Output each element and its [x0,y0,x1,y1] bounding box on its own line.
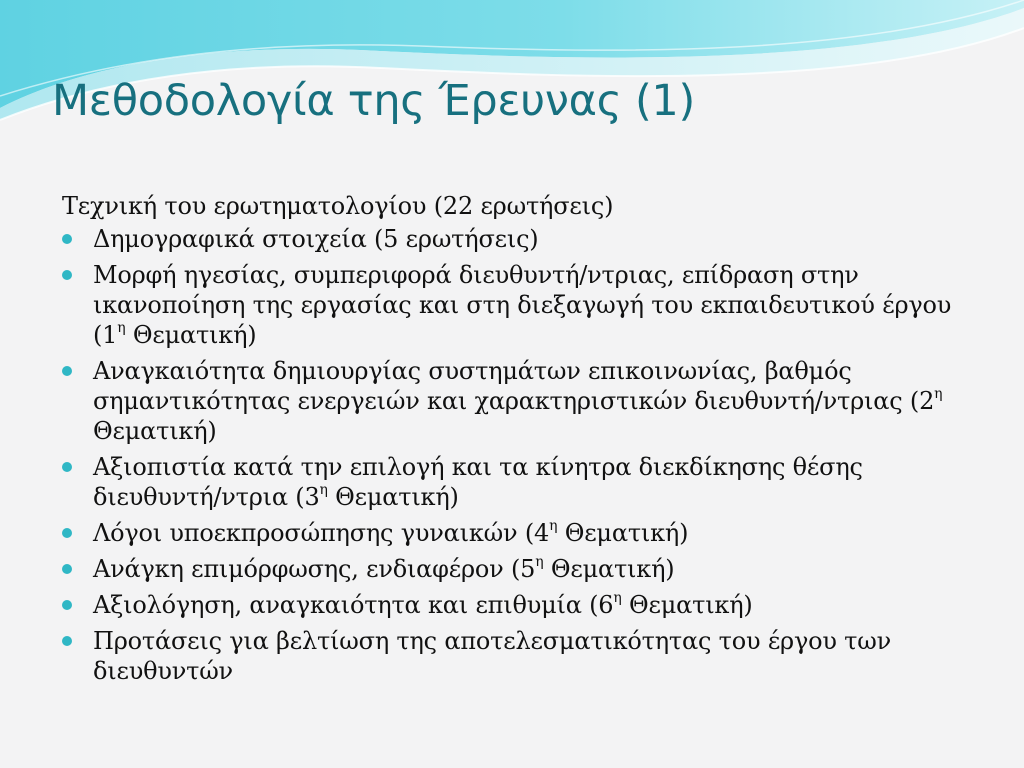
bullet-dot-icon [62,462,72,472]
bullet-item: Αξιοπιστία κατά την επιλογή και τα κίνητρα διεκδίκησης θέσης διευθυντή/ντρια ($3^\eta$ Θεματική) [62,452,962,512]
bullet-item: Μορφή ηγεσίας, συμπεριφορά διευθυντή/ντριας, επίδραση στην ικανοποίηση της εργασίας και στη διεξαγωγή του εκπαιδευτικού έργου ($1^\eta$ Θεματική) [62,260,962,350]
slide-title: Μεθοδολογία της Έρευνας (1) [52,76,695,126]
bullet-list [62,224,962,686]
bullet-dot-icon [62,528,72,538]
bullet-dot-icon [62,366,72,376]
bullet-dot-icon [62,234,72,244]
bullet-dot-icon [62,270,72,280]
intro-text: Τεχνική του ερωτηματολογίου (22 ερωτήσεις) [62,192,614,220]
bullet-item: Ανάγκη επιμόρφωσης, ενδιαφέρον ($5^\eta$ Θεματική) [62,554,962,584]
bullet-dot-icon [62,636,72,646]
bullet-item: Αξιολόγηση, αναγκαιότητα και επιθυμία ($6^\eta$ Θεματική) [62,590,962,620]
bullet-item: Προτάσεις για βελτίωση της αποτελεσματικότητας του έργου των διευθυντών [62,626,962,686]
bullet-dot-icon [62,564,72,574]
slide-content [62,191,962,692]
bullet-item: Λόγοι υποεκπροσώπησης γυναικών ($4^\eta$ Θεματική) [62,518,962,548]
bullet-item: Αναγκαιότητα δημιουργίας συστημάτων επικοινωνίας, βαθμός σημαντικότητας ενεργειών και χαρακτηριστικών διευθυντή/ντριας ($2^\eta$ Θεματική) [62,356,962,446]
bullet-dot-icon [62,600,72,610]
bullet-item: Δημογραφικά στοιχεία (5 ερωτήσεις) [62,224,962,254]
